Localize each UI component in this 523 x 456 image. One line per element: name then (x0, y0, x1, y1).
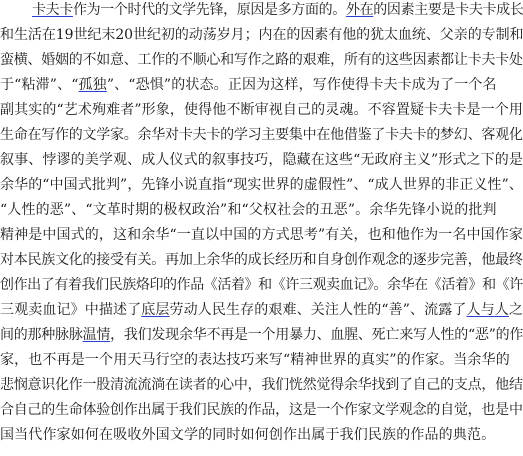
text-segment: 对本民族文化的接受有关。再加上余华的成长经历和自身创作观念的逐步完善，他最终 (0, 252, 523, 268)
text-segment: 叙事、悖谬的美学观、成人仪式的叙事技巧，隐藏在这些“无政府主义”形式之下的是 (0, 152, 523, 168)
text-line (0, 150, 523, 170)
text-line (0, 125, 523, 145)
underlined-term: 温情 (82, 327, 111, 343)
text-line (0, 75, 523, 95)
text-segment: 和生活在19世纪末20世纪初的动荡岁月；内在的因素有他的犹太血统、父亲的专制和 (0, 27, 523, 43)
text-line (0, 25, 523, 45)
text-segment: 副其实的“艺术殉难者”形象，使得他不断审视自己的灵魂。不容置疑卡夫卡是一个用 (0, 102, 523, 118)
text-segment: “人性的恶”、“文革时期的极权政治”和“父权社会的丑恶”。余华先锋小说的批判 (0, 202, 497, 218)
text-line (0, 325, 523, 345)
underlined-term: 孤独 (78, 77, 107, 93)
text-line (0, 0, 523, 20)
text-line (0, 400, 523, 420)
text-segment: 悲悯意识化作一股清流流淌在读者的心中，我们恍然觉得余华找到了自己的支点，他结 (0, 377, 523, 393)
text-line (0, 300, 523, 320)
text-line (0, 275, 523, 295)
text-segment: 生命在写作的文学家。余华对卡夫卡的学习主要集中在他借鉴了卡夫卡的梦幻、客观化 (0, 127, 523, 143)
text-segment: 余华的“中国式批判”，先锋小说直指“现实世界的虚假性”、“成人世界的非正义性”、 (0, 177, 523, 193)
text-segment: ，我们发现余华不再是一个用暴力、血腥、死亡来写人性的“恶”的作 (110, 327, 523, 343)
underlined-term: 人与人 (466, 302, 509, 318)
text-segment: 的因素主要是卡夫卡成长 (373, 2, 523, 18)
text-segment: 合自己的生命体验创作出属于我们民族的作品，这是一个作家文学观念的自觉，也是中 (0, 402, 523, 418)
underlined-term: 外在 (345, 2, 374, 18)
underlined-term: 底层 (141, 302, 170, 318)
text-segment: ”、“恐惧”的状态。正因为这样，写作使得卡夫卡成为了一个名 (106, 77, 497, 93)
text-line (0, 250, 523, 270)
text-segment: 于“粘滞”、“ (0, 77, 79, 93)
text-segment: 之 (508, 302, 523, 318)
text-segment: 间的那种脉脉 (0, 327, 83, 343)
text-line (0, 425, 523, 445)
text-line (0, 375, 523, 395)
text-line (0, 175, 523, 195)
text-segment: 创作出了有着我们民族烙印的作品《活着》和《许三观卖血记》。余华在《活着》和《许 (0, 277, 523, 293)
text-segment: 三观卖血记》中描述了 (0, 302, 142, 318)
text-segment: 家，也不再是一个用天马行空的表达技巧来写“精神世界的真实”的作家。当余华的 (0, 352, 510, 368)
text-segment: 劳动人民生存的艰难、关注人性的“善”、流露了 (169, 302, 467, 318)
text-segment: 蛮横、婚姻的不如意、工作的不顺心和写作之路的艰难，所有的这些因素都让卡夫卡处 (0, 52, 523, 68)
text-line (0, 225, 523, 245)
text-segment: 作为一个时代的文学先锋，原因是多方面的。 (72, 2, 346, 18)
text-line (0, 100, 523, 120)
text-line (0, 200, 523, 220)
text-line (0, 50, 523, 70)
underlined-term: 卡夫卡 (32, 2, 73, 18)
text-segment: 精神是中国式的，这和余华“一直以中国的方式思考”有关，也和他作为一名中国作家 (0, 227, 523, 243)
text-segment: 国当代作家如何在吸收外国文学的同时如何创作出属于我们民族的作品的典范。 (0, 427, 496, 443)
text-line (0, 350, 523, 370)
